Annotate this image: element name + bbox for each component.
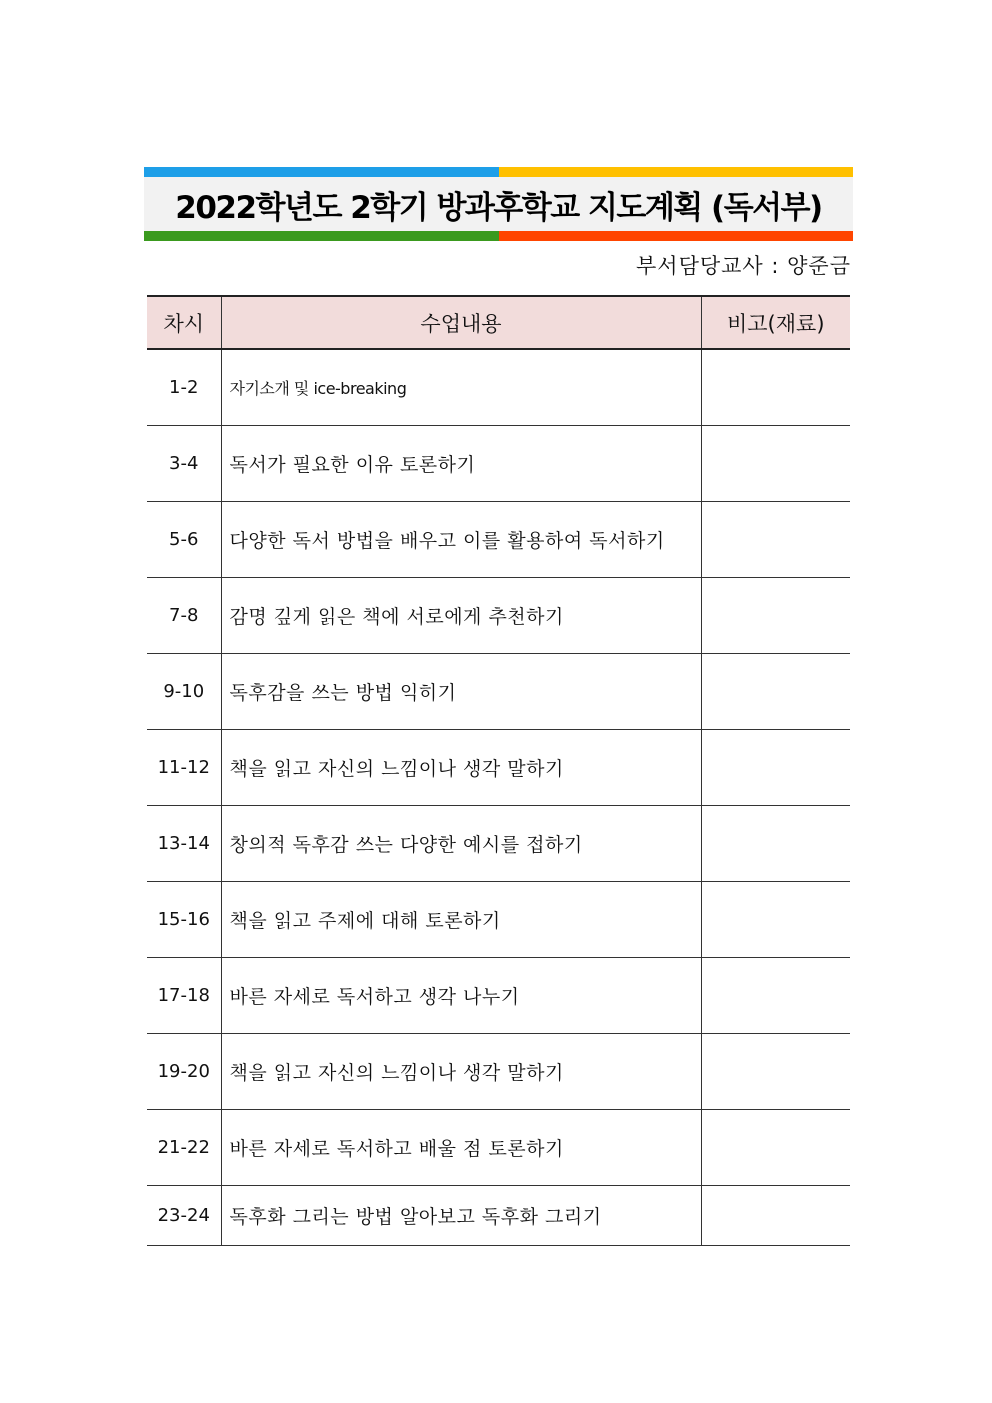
- table-row: [147, 1034, 850, 1110]
- content-cell: 자기소개 및 ice-breaking: [221, 349, 701, 426]
- notes-cell: [701, 882, 850, 958]
- table-row: [147, 502, 850, 578]
- notes-cell: [701, 1186, 850, 1246]
- table-row: [147, 654, 850, 730]
- table-row: [147, 426, 850, 502]
- notes-cell: [701, 349, 850, 426]
- notes-cell: [701, 730, 850, 806]
- session-cell: 13-14: [147, 806, 221, 882]
- table-row: [147, 1186, 850, 1246]
- content-cell: 독후감을 쓰는 방법 익히기: [221, 654, 701, 730]
- title-bar-top-right: [499, 167, 853, 177]
- content-cell: 감명 깊게 읽은 책에 서로에게 추천하기: [221, 578, 701, 654]
- session-cell: 3-4: [147, 426, 221, 502]
- session-cell: 23-24: [147, 1186, 221, 1246]
- session-cell: 9-10: [147, 654, 221, 730]
- page-title: 2022학년도 2학기 방과후학교 지도계획 (독서부): [175, 189, 822, 226]
- session-cell: 21-22: [147, 1110, 221, 1186]
- content-cell: 독서가 필요한 이유 토론하기: [221, 426, 701, 502]
- notes-cell: [701, 654, 850, 730]
- notes-cell: [701, 806, 850, 882]
- content-cell: 책을 읽고 자신의 느낌이나 생각 말하기: [221, 1034, 701, 1110]
- content-cell: 책을 읽고 주제에 대해 토론하기: [221, 882, 701, 958]
- session-cell: 7-8: [147, 578, 221, 654]
- content-cell: 창의적 독후감 쓰는 다양한 예시를 접하기: [221, 806, 701, 882]
- session-cell: 17-18: [147, 958, 221, 1034]
- notes-cell: [701, 426, 850, 502]
- table-row: [147, 1110, 850, 1186]
- teacher-in-charge: 부서담당교사 : 양준금: [636, 254, 851, 278]
- session-cell: 11-12: [147, 730, 221, 806]
- title-bar-bottom-right: [499, 231, 853, 241]
- title-background: [144, 177, 853, 231]
- session-cell: 15-16: [147, 882, 221, 958]
- notes-cell: [701, 578, 850, 654]
- header-notes: 비고(재료): [701, 296, 850, 349]
- notes-cell: [701, 958, 850, 1034]
- notes-cell: [701, 1034, 850, 1110]
- table-row: [147, 806, 850, 882]
- header-content: 수업내용: [221, 296, 701, 349]
- notes-cell: [701, 502, 850, 578]
- lesson-plan-table: [147, 295, 850, 1246]
- content-cell: 독후화 그리는 방법 알아보고 독후화 그리기: [221, 1186, 701, 1246]
- title-bar-top-left: [144, 167, 499, 177]
- notes-cell: [701, 1110, 850, 1186]
- table-row: [147, 578, 850, 654]
- header-session: 차시: [147, 296, 221, 349]
- table-row: [147, 958, 850, 1034]
- session-cell: 19-20: [147, 1034, 221, 1110]
- content-cell: 책을 읽고 자신의 느낌이나 생각 말하기: [221, 730, 701, 806]
- content-cell: 다양한 독서 방법을 배우고 이를 활용하여 독서하기: [221, 502, 701, 578]
- table-header-row: [147, 296, 850, 349]
- table-row: [147, 730, 850, 806]
- table-row: [147, 349, 850, 426]
- content-cell: 바른 자세로 독서하고 생각 나누기: [221, 958, 701, 1034]
- session-cell: 5-6: [147, 502, 221, 578]
- title-banner: [144, 167, 853, 241]
- table-row: [147, 882, 850, 958]
- title-bar-bottom-left: [144, 231, 499, 241]
- content-cell: 바른 자세로 독서하고 배울 점 토론하기: [221, 1110, 701, 1186]
- session-cell: 1-2: [147, 349, 221, 426]
